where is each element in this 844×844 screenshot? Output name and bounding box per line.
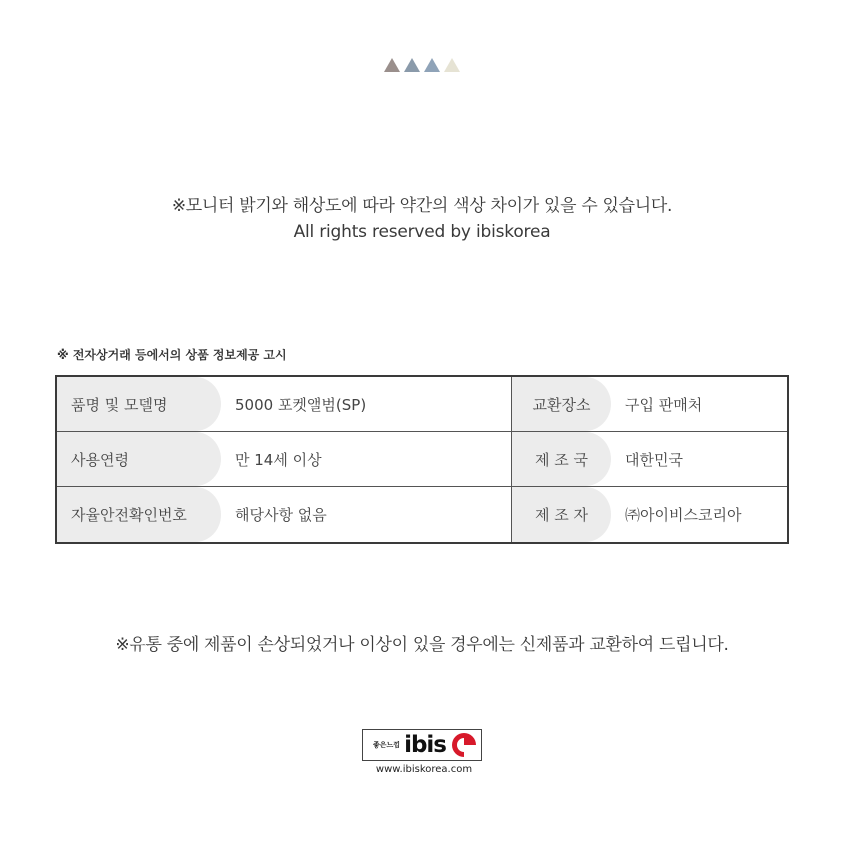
product-info-title: ※ 전자상거래 등에서의 상품 정보제공 고시 [57, 348, 287, 362]
color-swatch-triangles [0, 58, 844, 72]
swatch-triangle-3 [424, 58, 440, 72]
product-info-table [55, 375, 789, 544]
table-value: 해당사항 없음 [235, 506, 327, 524]
swatch-triangle-1 [384, 58, 400, 72]
copyright-text: All rights reserved by ibiskorea [293, 222, 551, 242]
table-row [57, 487, 787, 542]
table-value: 구입 판매처 [625, 395, 703, 414]
logo-main-text: ibis [404, 732, 446, 758]
swatch-triangle-2 [404, 58, 420, 72]
table-row [57, 432, 787, 487]
table-label: 품명 및 모델명 [57, 377, 221, 431]
table-value: 만 14세 이상 [235, 450, 322, 469]
logo-small-text: 좋은느낌 [373, 741, 401, 749]
logo-box [362, 729, 482, 761]
table-label: 사용연령 [57, 432, 221, 486]
swatch-triangle-4 [444, 58, 460, 72]
table-value: ㈜아이비스코리아 [625, 506, 742, 524]
website-url: www.ibiskorea.com [375, 764, 473, 775]
table-value: 5000 포켓앨범(SP) [235, 395, 367, 414]
table-value: 대한민국 [625, 450, 683, 469]
table-label: 제 조 자 [511, 487, 611, 542]
table-label: 제 조 국 [511, 432, 611, 486]
exchange-notice: ※유통 중에 제품이 손상되었거나 이상이 있을 경우에는 신제품과 교환하여 드립니다. [115, 635, 729, 655]
color-notice: ※모니터 밝기와 해상도에 따라 약간의 색상 차이가 있을 수 있습니다. [171, 196, 673, 216]
ibis-logo [362, 729, 486, 779]
logo-mark-icon [451, 732, 477, 758]
table-label: 교환장소 [511, 377, 611, 431]
table-label: 자율안전확인번호 [57, 487, 221, 542]
table-row [57, 377, 787, 432]
